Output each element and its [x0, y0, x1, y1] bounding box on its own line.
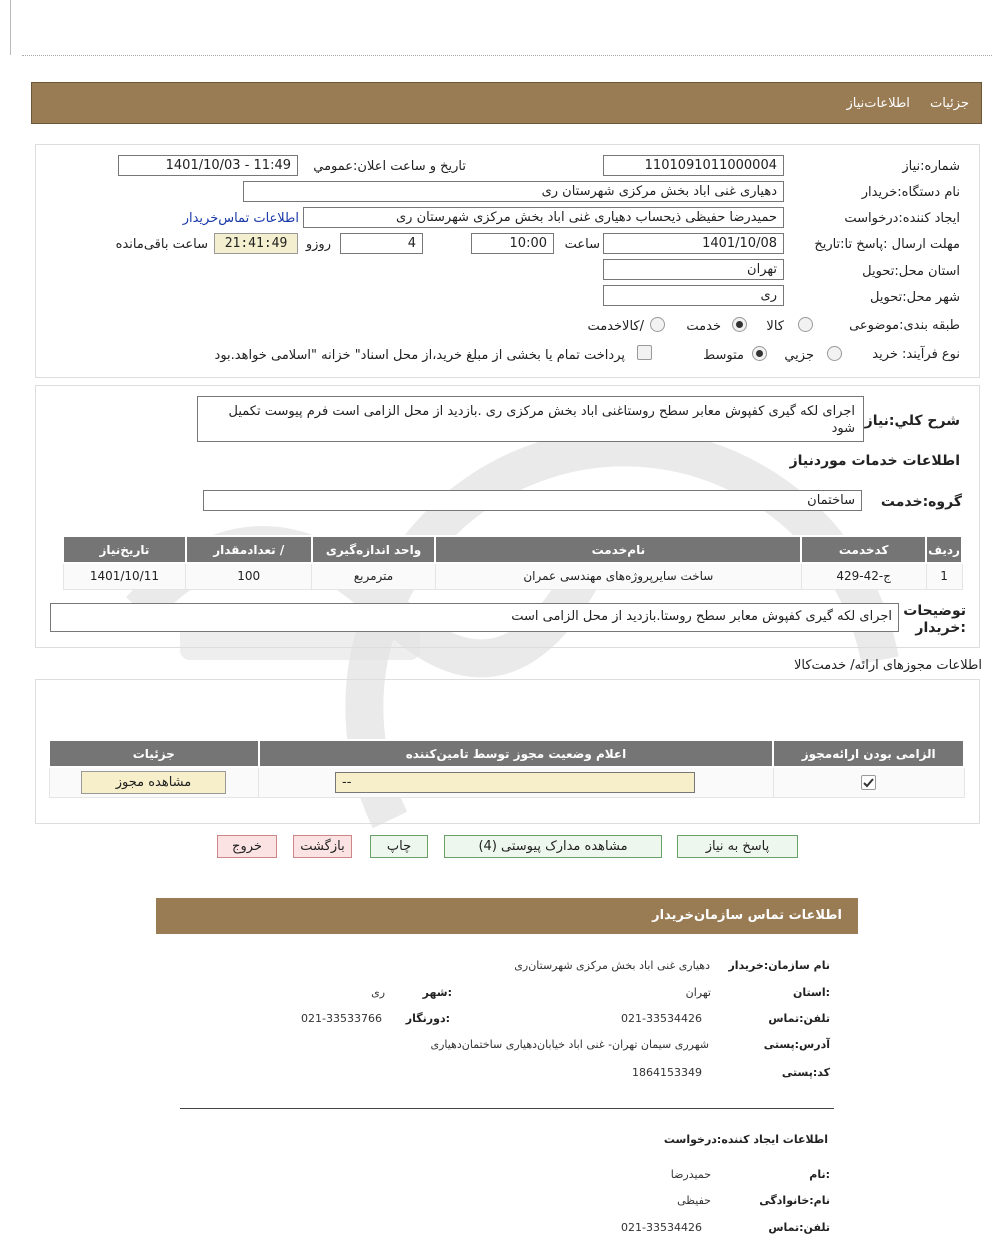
- cell-row: 1: [926, 563, 962, 589]
- deadline-time-field: 10:00: [471, 233, 554, 254]
- page-header: [31, 82, 982, 124]
- creator-label: ایجاد کننده:درخواست: [844, 211, 960, 226]
- announce-field: 1401/10/03 - 11:49: [118, 155, 298, 176]
- remaining-time: 21:41:49: [214, 233, 298, 254]
- address-label: آدرس:پستی: [763, 1038, 830, 1051]
- process-radio-medium[interactable]: [752, 346, 767, 361]
- days-label: روزو: [305, 237, 331, 252]
- permit-required-checkbox[interactable]: [861, 775, 876, 790]
- postal-label: کد:پستی: [781, 1066, 830, 1079]
- deadline-label: مهلت ارسال :پاسخ تا:تاریخ: [814, 237, 960, 252]
- city-label: شهر محل:تحویل: [870, 290, 960, 305]
- buyer-notes-field: اجرای لکه گیری کفپوش معابر سطح روستا.بازدید از محل الزامی است: [50, 603, 899, 632]
- reply-button[interactable]: پاسخ به نیاز: [677, 835, 798, 858]
- buyer-label: نام دستگاه:خریدار: [861, 185, 960, 200]
- left-border-line: [10, 0, 11, 55]
- category-option-goods: کالا: [766, 319, 784, 334]
- payment-note: پرداخت تمام یا بخشی از مبلغ خرید،از محل اسناد" خزانه "اسلامی خواهد.بود: [214, 348, 625, 363]
- tab-need-info[interactable]: اطلاعات‌نیاز: [846, 96, 910, 111]
- days-field: 4: [340, 233, 423, 254]
- province-label: استان محل:تحویل: [862, 264, 960, 279]
- attachments-button[interactable]: مشاهده مدارک پیوستی (4): [444, 835, 662, 858]
- creator-name-label: :نام: [809, 1168, 830, 1181]
- col-unit: واحد اندازه‌گیری: [312, 536, 436, 563]
- phone-label: تلفن:تماس: [768, 1012, 830, 1025]
- fax-value: 021-33533766: [301, 1012, 382, 1025]
- col-quantity: / تعدادمقدار: [186, 536, 312, 563]
- creator-name-value: حمیدرضا: [670, 1168, 711, 1181]
- contact-city-label: :شهر: [422, 986, 452, 999]
- process-option-minor: جزیي: [784, 348, 814, 363]
- col-need-date: تاریخ‌نیاز: [63, 536, 186, 563]
- view-permit-button[interactable]: مشاهده مجوز: [81, 771, 226, 794]
- category-radio-service[interactable]: [732, 317, 747, 332]
- buyer-contact-link[interactable]: اطلاعات تماس‌خریدار: [182, 211, 299, 226]
- permits-title: اطلاعات مجوزهای ارائه/ خدمت‌کالا: [793, 658, 982, 673]
- col-service-name: نام‌خدمت: [435, 536, 801, 563]
- exit-button[interactable]: خروج: [217, 835, 277, 858]
- col-service-code: کدخدمت: [801, 536, 926, 563]
- col-permit-status: اعلام وضعیت مجوز توسط تامین‌کننده: [259, 740, 774, 767]
- category-radio-goods[interactable]: [798, 317, 813, 332]
- province-field: تهران: [603, 259, 784, 280]
- creator-lastname-value: حفیظی: [677, 1194, 711, 1207]
- org-value: دهیاری غنی اباد بخش مرکزی شهرستان‌ری: [514, 959, 710, 972]
- general-desc-field: اجرای لکه گیری کفپوش معابر سطح روستاغنی اباد بخش مرکزی ری .بازدید از محل الزامی است فرم پیوست تکمیل شود: [197, 396, 864, 442]
- table-row: [63, 563, 962, 589]
- category-option-service: خدمت: [686, 319, 721, 334]
- cell-unit: مترمربع: [312, 563, 436, 589]
- need-number-field: 1101091011000004: [603, 155, 784, 176]
- process-option-medium: متوسط: [703, 348, 744, 363]
- process-radio-minor[interactable]: [827, 346, 842, 361]
- service-group-field: ساختمان: [203, 490, 862, 511]
- contact-province-label: :استان: [793, 986, 830, 999]
- contact-divider: [180, 1108, 834, 1109]
- category-label: طبقه بندی:موضوعی: [849, 318, 960, 333]
- time-label: ساعت: [564, 237, 600, 252]
- col-permit-required: الزامی بودن ارائه‌مجوز: [773, 740, 964, 767]
- cell-quantity: 100: [186, 563, 312, 589]
- print-button[interactable]: چاپ: [370, 835, 428, 858]
- process-label: نوع فرآیند: خرید: [872, 347, 960, 362]
- remaining-label: ساعت باقی‌مانده: [115, 237, 208, 252]
- contact-province-value: تهران: [685, 986, 711, 999]
- creator-info-title: اطلاعات ایجاد کننده:درخواست: [663, 1133, 828, 1146]
- cell-service-code: ج-42-429: [801, 563, 926, 589]
- col-permit-details: جزئیات: [49, 740, 259, 767]
- col-row: ردیف: [926, 536, 962, 563]
- address-value: شهرری سیمان تهران- غنی اباد خیابان‌دهیاری ساختمان‌دهیاری: [430, 1038, 709, 1051]
- creator-lastname-label: نام:خانوادگی: [759, 1194, 830, 1207]
- cell-need-date: 1401/10/11: [63, 563, 186, 589]
- city-field: ری: [603, 285, 784, 306]
- phone-value: 021-33534426: [621, 1012, 702, 1025]
- general-desc-label: شرح کلي:نیاز: [864, 413, 960, 429]
- postal-value: 1864153349: [632, 1066, 702, 1079]
- buyer-notes-label: توضیحات :خریدار: [903, 603, 966, 636]
- permit-status-field: --: [335, 772, 695, 793]
- category-option-both: /کالاخدمت: [587, 319, 644, 334]
- announce-label: تاریخ و ساعت اعلان:عمومي: [313, 159, 466, 174]
- buyer-field: دهیاری غنی اباد بخش مرکزی شهرستان ری: [243, 181, 784, 202]
- contact-city-value: ری: [371, 986, 385, 999]
- creator-field: حمیدرضا حفیظی ذیحساب دهیاری غنی اباد بخش مرکزی شهرستان ری: [303, 207, 784, 228]
- top-divider: [22, 55, 992, 56]
- service-group-label: گروه:خدمت: [880, 494, 962, 510]
- category-radio-both[interactable]: [650, 317, 665, 332]
- need-number-label: شماره:نیاز: [902, 159, 960, 174]
- check-icon: [862, 776, 875, 789]
- tab-details[interactable]: جزئیات: [930, 96, 969, 111]
- payment-checkbox[interactable]: [637, 345, 652, 360]
- cell-service-name: ساخت سایرپروژه‌های مهندسی عمران: [435, 563, 801, 589]
- services-title: اطلاعات خدمات موردنیاز: [789, 453, 960, 469]
- org-label: نام سازمان:خریدار: [728, 959, 830, 972]
- fax-label: :دورنگار: [405, 1012, 450, 1025]
- need-info-panel: [35, 144, 980, 378]
- deadline-date-field: 1401/10/08: [603, 233, 784, 254]
- services-table: [62, 535, 963, 590]
- creator-phone-label: تلفن:تماس: [768, 1221, 830, 1234]
- creator-phone-value: 021-33534426: [621, 1221, 702, 1234]
- contact-header: اطلاعات تماس سازمان‌خریدار: [156, 898, 858, 934]
- back-button[interactable]: بازگشت: [293, 835, 352, 858]
